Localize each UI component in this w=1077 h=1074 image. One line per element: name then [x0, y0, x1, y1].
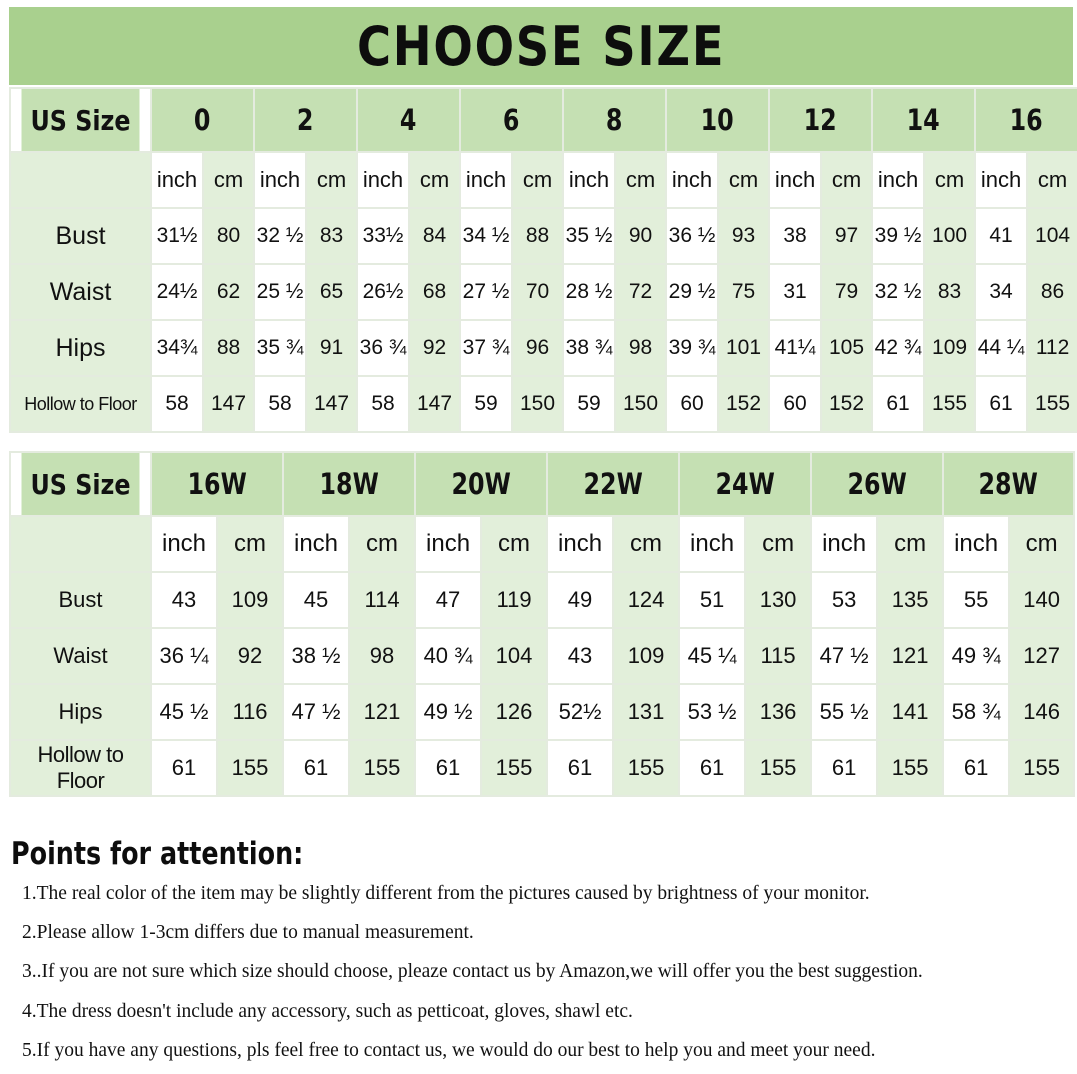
value-cm: 109 [217, 572, 283, 628]
value-cm: 119 [481, 572, 547, 628]
value-inch: 60 [666, 376, 718, 432]
value-cm: 115 [745, 628, 811, 684]
unit-cm: cm [877, 516, 943, 572]
value-inch: 31 [769, 264, 821, 320]
blank-cell [10, 516, 151, 572]
table-row [10, 684, 1074, 740]
value-cm: 152 [718, 376, 769, 432]
value-inch: 43 [547, 628, 613, 684]
value-cm: 109 [924, 320, 975, 376]
value-inch: 61 [679, 740, 745, 796]
value-inch: 37 ¾ [460, 320, 512, 376]
value-cm: 68 [409, 264, 460, 320]
value-inch: 38 ½ [283, 628, 349, 684]
value-inch: 43 [151, 572, 217, 628]
value-inch: 39 ½ [872, 208, 924, 264]
value-cm: 141 [877, 684, 943, 740]
size-column-header[interactable]: 6 [460, 88, 563, 152]
value-inch: 42 ¾ [872, 320, 924, 376]
value-inch: 26½ [357, 264, 409, 320]
unit-inch: inch [151, 516, 217, 572]
value-cm: 109 [613, 628, 679, 684]
value-cm: 121 [877, 628, 943, 684]
unit-inch: inch [254, 152, 306, 208]
unit-inch: inch [563, 152, 615, 208]
value-cm: 98 [615, 320, 666, 376]
value-cm: 155 [481, 740, 547, 796]
value-inch: 58 ¾ [943, 684, 1009, 740]
measurement-label: Bust [10, 208, 151, 264]
value-cm: 80 [203, 208, 254, 264]
value-cm: 130 [745, 572, 811, 628]
value-cm: 92 [217, 628, 283, 684]
value-cm: 155 [1009, 740, 1074, 796]
value-cm: 155 [217, 740, 283, 796]
value-cm: 147 [306, 376, 357, 432]
unit-inch: inch [769, 152, 821, 208]
size-column-header[interactable]: 24W [679, 452, 811, 516]
value-cm: 135 [877, 572, 943, 628]
value-cm: 65 [306, 264, 357, 320]
value-cm: 93 [718, 208, 769, 264]
value-cm: 72 [615, 264, 666, 320]
value-inch: 53 [811, 572, 877, 628]
value-inch: 40 ¾ [415, 628, 481, 684]
value-inch: 61 [547, 740, 613, 796]
value-inch: 36 ½ [666, 208, 718, 264]
value-inch: 49 ¾ [943, 628, 1009, 684]
value-inch: 47 [415, 572, 481, 628]
value-cm: 98 [349, 628, 415, 684]
measurement-label: Hollow to Floor [10, 740, 151, 796]
value-cm: 126 [481, 684, 547, 740]
value-cm: 88 [512, 208, 563, 264]
value-inch: 34¾ [151, 320, 203, 376]
value-inch: 47 ½ [283, 684, 349, 740]
value-inch: 32 ½ [872, 264, 924, 320]
unit-cm: cm [745, 516, 811, 572]
value-cm: 116 [217, 684, 283, 740]
value-cm: 114 [349, 572, 415, 628]
size-column-header[interactable]: 12 [769, 88, 872, 152]
size-header-row [10, 452, 1074, 516]
value-cm: 147 [203, 376, 254, 432]
measurement-label: Waist [10, 264, 151, 320]
unit-inch: inch [679, 516, 745, 572]
value-inch: 35 ¾ [254, 320, 306, 376]
value-cm: 88 [203, 320, 254, 376]
unit-inch: inch [872, 152, 924, 208]
value-cm: 90 [615, 208, 666, 264]
attention-section [11, 836, 368, 872]
value-inch: 61 [872, 376, 924, 432]
value-cm: 83 [924, 264, 975, 320]
table-row [10, 628, 1074, 684]
value-inch: 55 ½ [811, 684, 877, 740]
unit-inch: inch [666, 152, 718, 208]
value-inch: 61 [811, 740, 877, 796]
size-column-header[interactable]: 16W [151, 452, 283, 516]
value-inch: 47 ½ [811, 628, 877, 684]
value-cm: 155 [924, 376, 975, 432]
value-cm: 83 [306, 208, 357, 264]
value-inch: 38 ¾ [563, 320, 615, 376]
measurement-label: Hips [10, 684, 151, 740]
value-inch: 49 ½ [415, 684, 481, 740]
value-cm: 100 [924, 208, 975, 264]
value-cm: 96 [512, 320, 563, 376]
attention-note: 5.If you have any questions, pls feel free to contact us, we would do our best to help you and meet your need. [22, 1039, 876, 1061]
us-size-label: US Size [21, 88, 141, 152]
value-cm: 101 [718, 320, 769, 376]
unit-cm: cm [217, 516, 283, 572]
value-cm: 86 [1027, 264, 1077, 320]
value-inch: 58 [254, 376, 306, 432]
value-inch: 49 [547, 572, 613, 628]
value-inch: 29 ½ [666, 264, 718, 320]
value-inch: 45 [283, 572, 349, 628]
unit-cm: cm [349, 516, 415, 572]
value-inch: 61 [975, 376, 1027, 432]
unit-cm: cm [203, 152, 254, 208]
value-cm: 105 [821, 320, 872, 376]
value-inch: 61 [943, 740, 1009, 796]
attention-note: 1.The real color of the item may be slightly different from the pictures caused by brightness of your monitor. [22, 883, 870, 904]
value-inch: 34 ½ [460, 208, 512, 264]
size-column-header[interactable]: 26W [811, 452, 943, 516]
unit-cm: cm [613, 516, 679, 572]
unit-inch: inch [975, 152, 1027, 208]
value-cm: 121 [349, 684, 415, 740]
unit-cm: cm [1009, 516, 1074, 572]
value-cm: 146 [1009, 684, 1074, 740]
unit-cm: cm [306, 152, 357, 208]
unit-inch: inch [943, 516, 1009, 572]
value-cm: 91 [306, 320, 357, 376]
unit-cm: cm [615, 152, 666, 208]
value-inch: 24½ [151, 264, 203, 320]
value-inch: 32 ½ [254, 208, 306, 264]
measurement-label: Waist [10, 628, 151, 684]
blank-cell [10, 152, 151, 208]
attention-notes-list [22, 878, 923, 1074]
measurement-rows [10, 208, 1077, 432]
value-inch: 28 ½ [563, 264, 615, 320]
size-chart-plus [9, 451, 1075, 797]
size-column-header[interactable]: 22W [547, 452, 679, 516]
attention-note: 3..If you are not sure which size should choose, pleaze contact us by Amazon,we will offer you the best suggestion. [22, 961, 923, 983]
value-cm: 150 [512, 376, 563, 432]
value-cm: 92 [409, 320, 460, 376]
value-cm: 155 [349, 740, 415, 796]
value-cm: 150 [615, 376, 666, 432]
value-inch: 61 [415, 740, 481, 796]
value-inch: 61 [151, 740, 217, 796]
value-cm: 152 [821, 376, 872, 432]
value-cm: 79 [821, 264, 872, 320]
value-inch: 41 [975, 208, 1027, 264]
value-inch: 44 ¼ [975, 320, 1027, 376]
value-cm: 155 [745, 740, 811, 796]
unit-row [10, 516, 1074, 572]
size-column-header[interactable]: 20W [415, 452, 547, 516]
table-row [10, 208, 1077, 264]
value-inch: 33½ [357, 208, 409, 264]
value-cm: 127 [1009, 628, 1074, 684]
value-cm: 147 [409, 376, 460, 432]
attention-heading: Points for attention: [11, 836, 304, 872]
value-inch: 41¼ [769, 320, 821, 376]
value-inch: 25 ½ [254, 264, 306, 320]
value-cm: 155 [613, 740, 679, 796]
value-inch: 34 [975, 264, 1027, 320]
value-cm: 62 [203, 264, 254, 320]
size-column-header[interactable]: 18W [283, 452, 415, 516]
value-cm: 140 [1009, 572, 1074, 628]
value-cm: 131 [613, 684, 679, 740]
value-inch: 59 [563, 376, 615, 432]
value-inch: 52½ [547, 684, 613, 740]
value-inch: 45 ¼ [679, 628, 745, 684]
unit-inch: inch [547, 516, 613, 572]
size-column-header[interactable]: 28W [943, 452, 1074, 516]
page-title: CHOOSE SIZE [356, 14, 726, 78]
measurement-label: Hips [10, 320, 151, 376]
value-inch: 39 ¾ [666, 320, 718, 376]
unit-inch: inch [283, 516, 349, 572]
table-row [10, 264, 1077, 320]
unit-inch: inch [151, 152, 203, 208]
value-inch: 53 ½ [679, 684, 745, 740]
value-inch: 27 ½ [460, 264, 512, 320]
size-column-header[interactable]: 0 [151, 88, 254, 152]
value-cm: 104 [481, 628, 547, 684]
value-cm: 84 [409, 208, 460, 264]
value-cm: 155 [1027, 376, 1077, 432]
value-inch: 59 [460, 376, 512, 432]
value-inch: 58 [151, 376, 203, 432]
unit-inch: inch [460, 152, 512, 208]
value-inch: 36 ¾ [357, 320, 409, 376]
unit-cm: cm [481, 516, 547, 572]
value-inch: 45 ½ [151, 684, 217, 740]
value-inch: 35 ½ [563, 208, 615, 264]
unit-inch: inch [357, 152, 409, 208]
value-inch: 55 [943, 572, 1009, 628]
table-row [10, 320, 1077, 376]
unit-cm: cm [924, 152, 975, 208]
value-cm: 112 [1027, 320, 1077, 376]
value-inch: 60 [769, 376, 821, 432]
unit-cm: cm [409, 152, 460, 208]
value-inch: 38 [769, 208, 821, 264]
unit-cm: cm [1027, 152, 1077, 208]
value-inch: 61 [283, 740, 349, 796]
value-cm: 155 [877, 740, 943, 796]
size-column-header[interactable]: 14 [872, 88, 975, 152]
value-inch: 36 ¼ [151, 628, 217, 684]
value-inch: 31½ [151, 208, 203, 264]
size-column-header[interactable]: 10 [666, 88, 769, 152]
measurement-label: Hollow to Floor [10, 376, 151, 432]
title-banner [9, 7, 1073, 85]
us-size-label: US Size [21, 452, 141, 516]
table-row [10, 740, 1074, 796]
value-cm: 136 [745, 684, 811, 740]
attention-note: 4.The dress doesn't include any accessory, such as petticoat, gloves, shawl etc. [22, 1000, 633, 1022]
value-cm: 124 [613, 572, 679, 628]
size-column-header[interactable]: 16 [975, 88, 1077, 152]
attention-note: 2.Please allow 1-3cm differs due to manual measurement. [22, 922, 474, 944]
unit-cm: cm [718, 152, 769, 208]
unit-cm: cm [512, 152, 563, 208]
size-header-row [10, 88, 1077, 152]
measurement-label: Bust [10, 572, 151, 628]
table-row [10, 572, 1074, 628]
unit-cm: cm [821, 152, 872, 208]
value-cm: 70 [512, 264, 563, 320]
size-chart-regular [9, 87, 1077, 433]
value-cm: 104 [1027, 208, 1077, 264]
unit-inch: inch [415, 516, 481, 572]
measurement-rows [10, 572, 1074, 796]
unit-inch: inch [811, 516, 877, 572]
value-cm: 75 [718, 264, 769, 320]
unit-row [10, 152, 1077, 208]
table-row [10, 376, 1077, 432]
value-cm: 97 [821, 208, 872, 264]
value-inch: 51 [679, 572, 745, 628]
value-inch: 58 [357, 376, 409, 432]
size-column-header[interactable]: 4 [357, 88, 460, 152]
size-column-header[interactable]: 8 [563, 88, 666, 152]
size-column-header[interactable]: 2 [254, 88, 357, 152]
